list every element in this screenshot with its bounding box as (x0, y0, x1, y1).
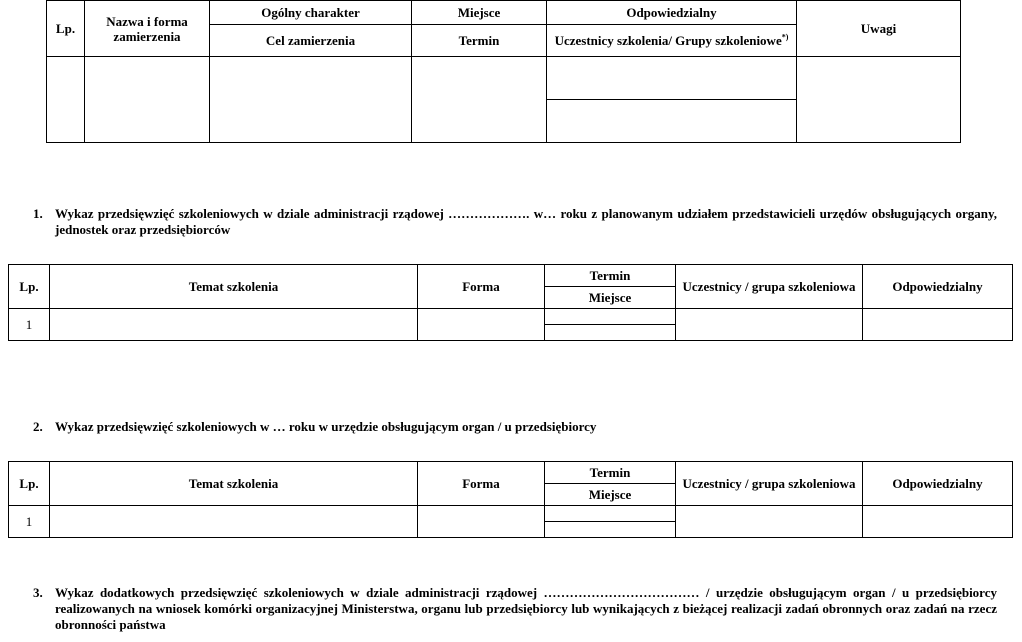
section1-text: Wykaz przedsięwzięć szkoleniowych w dziale administracji rządowej ………………. w… roku z planowanym udziałem przedstawicieli urzędów obsługujących organy, jednostek oraz przedsiębiorców (55, 206, 997, 237)
table-cell (547, 57, 797, 100)
header-uczestnicy: Uczestnicy / grupa szkoleniowa (676, 462, 863, 506)
header-termin: Termin (545, 265, 676, 287)
table-cell (47, 57, 85, 143)
header-miejsce: Miejsce (412, 1, 547, 25)
header-forma: Forma (418, 462, 545, 506)
table-cell (418, 505, 545, 537)
header-lp: Lp. (9, 265, 50, 309)
table-cell (863, 505, 1013, 537)
training-table-1 (8, 264, 1013, 341)
header-miejsce: Miejsce (545, 287, 676, 308)
table-cell (545, 505, 676, 521)
table-cell (545, 324, 676, 340)
header-miejsce: Miejsce (545, 484, 676, 505)
header-uczestnicy-text: Uczestnicy szkolenia/ Grupy szkoleniowe (554, 33, 782, 48)
section2-text: Wykaz przedsięwzięć szkoleniowych w … roku w urzędzie obsługującym organ / u przedsiębiorcy (55, 419, 597, 434)
section3-heading (33, 585, 997, 635)
header-termin: Termin (412, 25, 547, 57)
table-cell (412, 57, 547, 143)
plan-table (46, 0, 961, 143)
table-cell (545, 308, 676, 324)
table-cell (863, 308, 1013, 340)
section3-number: 3. (33, 585, 43, 600)
header-termin: Termin (545, 462, 676, 484)
header-cel: Cel zamierzenia (210, 25, 412, 57)
table-cell (210, 57, 412, 143)
header-nazwa: Nazwa i forma zamierzenia (85, 1, 210, 57)
header-odpowiedzialny: Odpowiedzialny (547, 1, 797, 25)
table-cell (797, 57, 961, 143)
header-lp: Lp. (9, 462, 50, 506)
table-cell (85, 57, 210, 143)
header-uwagi: Uwagi (797, 1, 961, 57)
table-cell (545, 521, 676, 537)
header-lp: Lp. (47, 1, 85, 57)
row-lp: 1 (9, 505, 50, 537)
header-uczestnicy (547, 25, 797, 57)
table-cell (50, 505, 418, 537)
header-uczestnicy: Uczestnicy / grupa szkoleniowa (676, 265, 863, 309)
table-cell (50, 308, 418, 340)
footnote-marker: *) (781, 32, 789, 42)
section3-text: Wykaz dodatkowych przedsięwzięć szkoleniowych w dziale administracji rządowej ……………………………… / urzędzie obsługującym organ / u przedsiębiorcy realizowanych na wniosek komórki organizacyjnej Ministerstwa, organu lub przedsiębiorcy lub wynikających z bieżącej realizacji zadań obronnych oraz zadań na rzecz obronności państwa (55, 585, 997, 632)
header-odpowiedzialny: Odpowiedzialny (863, 265, 1013, 309)
section2-heading (33, 419, 997, 436)
table-cell (547, 100, 797, 143)
training-table-2 (8, 461, 1013, 538)
row-lp: 1 (9, 308, 50, 340)
header-odpowiedzialny: Odpowiedzialny (863, 462, 1013, 506)
header-temat: Temat szkolenia (50, 265, 418, 309)
section1-heading (33, 206, 997, 240)
header-charakter: Ogólny charakter (210, 1, 412, 25)
table-cell (676, 308, 863, 340)
section1-number: 1. (33, 206, 43, 221)
section2-number: 2. (33, 419, 43, 434)
table-cell (676, 505, 863, 537)
header-temat: Temat szkolenia (50, 462, 418, 506)
table-cell (418, 308, 545, 340)
header-forma: Forma (418, 265, 545, 309)
